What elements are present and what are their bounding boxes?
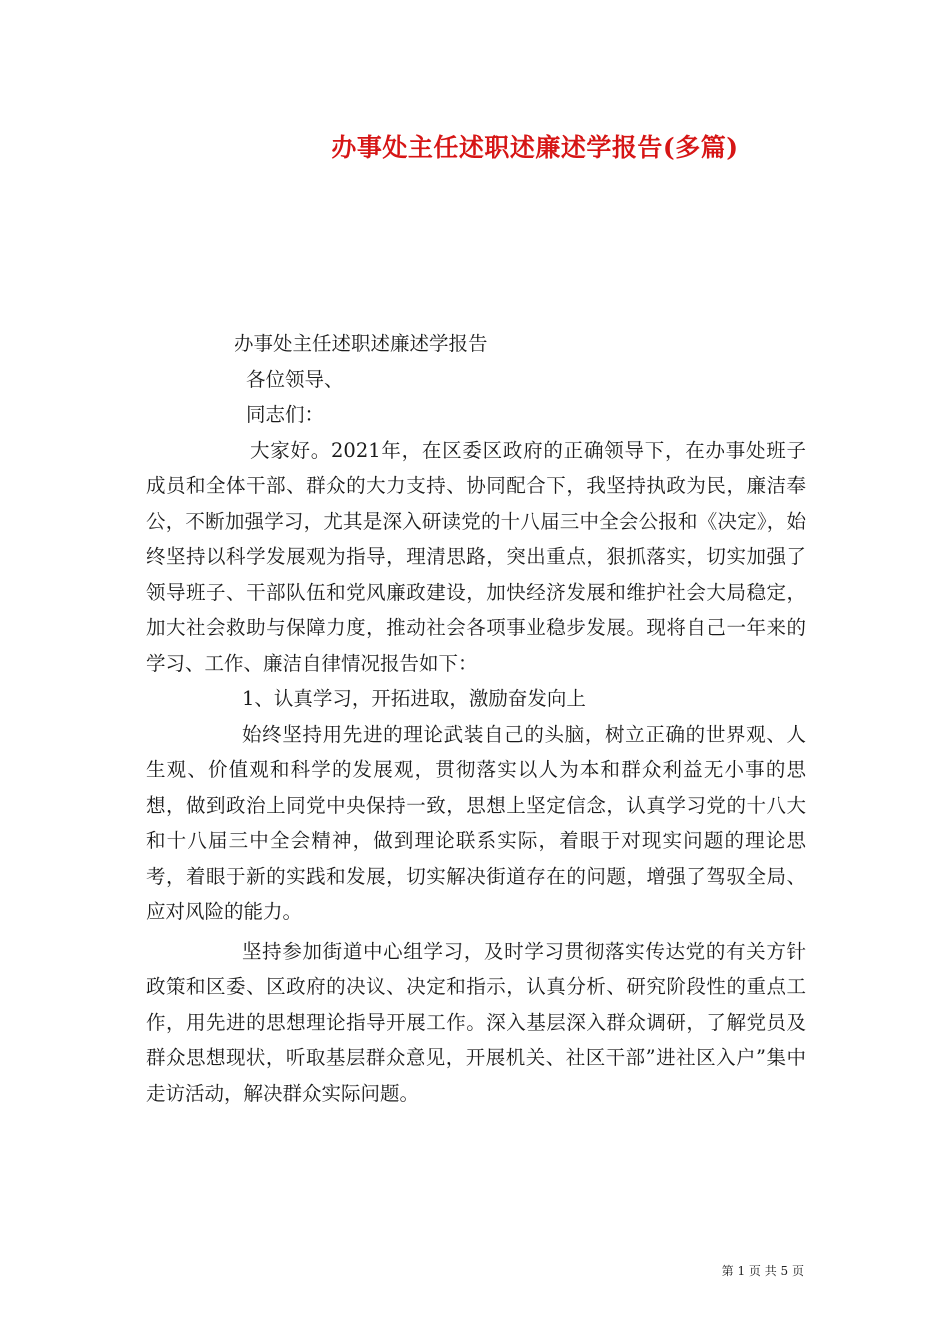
- document-title: 办事处主任述职述廉述学报告(多篇): [331, 133, 739, 162]
- document-body: [146, 326, 806, 1111]
- salutation-comrades: 同志们：: [246, 403, 325, 426]
- section-heading-1: 1、认真学习，开拓进取，激励奋发向上: [242, 687, 586, 710]
- paragraph-participation: 坚持参加街道中心组学习，及时学习贯彻落实传达党的有关方针政策和区委、区政府的决议、决定和指示，认真分析、研究阶段性的重点工作，用先进的思想理论指导开展工作。深入基层深入群众调研，了解党员及群众思想现状，听取基层群众意见，开展机关、社区干部”进社区入户”集中走访活动，解决群众实际问题。: [146, 939, 806, 1105]
- salutation-leaders: 各位领导、: [246, 367, 344, 391]
- paragraph-intro: 大家好。2021年，在区委区政府的正确领导下，在办事处班子成员和全体干部、群众的大力支持、协同配合下，我坚持执政为民，廉洁奉公，不断加强学习，尤其是深入研读党的十八届三中全会公报和《决定》，始终坚持以科学发展观为指导，理清思路，突出重点，狠抓落实，切实加强了领导班子、干部队伍和党风廉政建设，加快经济发展和维护社会大局稳定，加大社会救助与保障力度，推动社会各项事业稳步发展。现将自己一年来的学习、工作、廉洁自律情况报告如下：: [146, 438, 806, 675]
- report-subtitle: 办事处主任述职述廉述学报告: [234, 332, 488, 355]
- paragraph-study: 始终坚持用先进的理论武装自己的头脑，树立正确的世界观、人生观、价值观和科学的发展观，贯彻落实以人为本和群众利益无小事的思想，做到政治上同党中央保持一致，思想上坚定信念，认真学习党的十八大和十八届三中全会精神，做到理论联系实际，着眼于对现实问题的理论思考，着眼于新的实践和发展，切实解决街道存在的问题，增强了驾驭全局、应对风险的能力。: [146, 722, 806, 923]
- page-footer: 第 1 页 共 5 页: [721, 1264, 804, 1278]
